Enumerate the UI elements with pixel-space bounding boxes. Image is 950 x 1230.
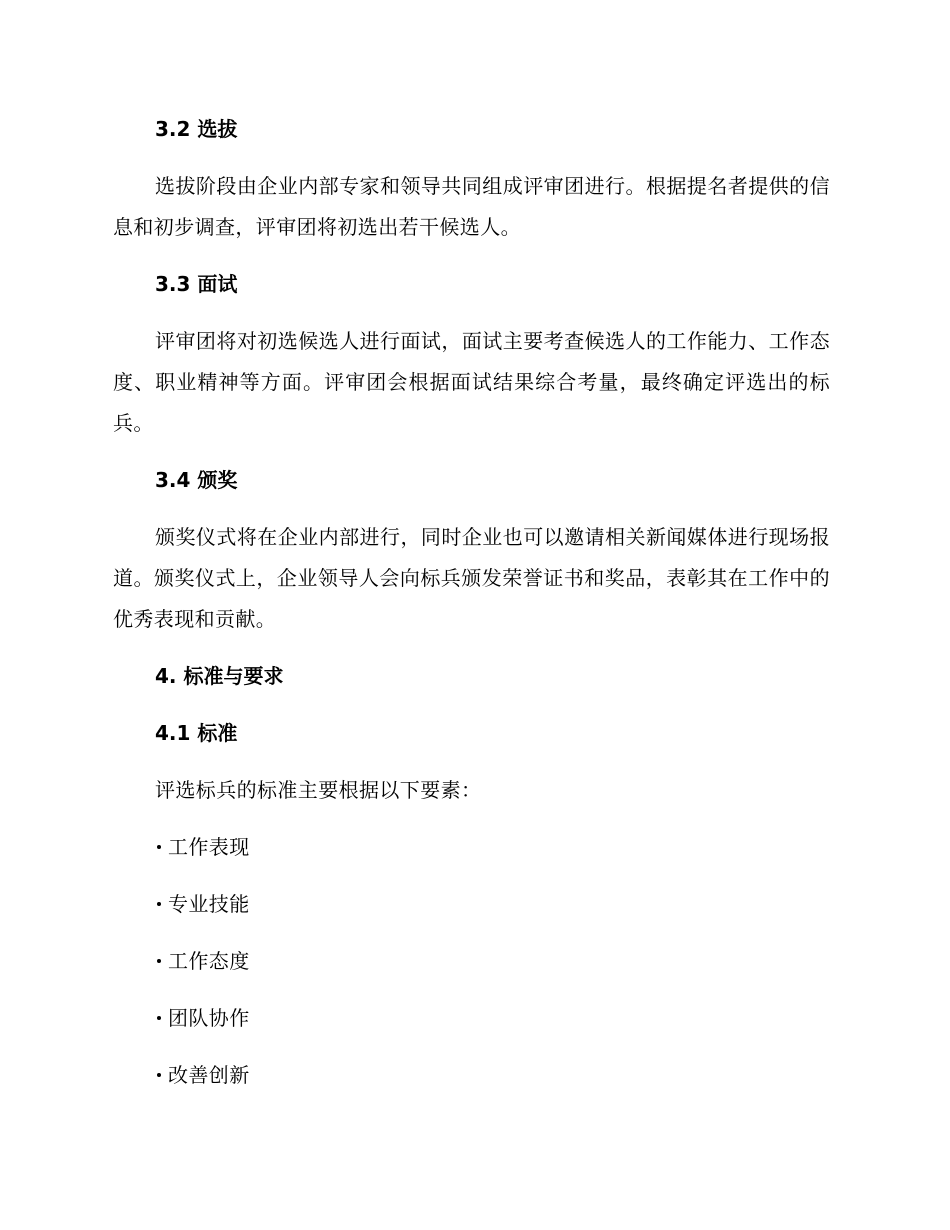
list-item — [113, 998, 830, 1038]
list-item-label: 团队协作 — [168, 1006, 250, 1030]
list-item — [113, 1055, 830, 1095]
section-heading-4: 4. 标准与要求 — [155, 664, 284, 688]
bullet-icon — [157, 1073, 161, 1077]
list-item-label: 工作表现 — [168, 835, 250, 859]
section-heading-3-4: 3.4 颁奖 — [155, 468, 238, 492]
document-content — [113, 109, 830, 1095]
bullet-icon — [157, 845, 161, 849]
list-item — [113, 827, 830, 867]
bullet-icon — [157, 902, 161, 906]
section-paragraph-3-2: 选拔阶段由企业内部专家和领导共同组成评审团进行。根据提名者提供的信息和初步调查，评审团将初选出若干候选人。 — [113, 174, 830, 239]
section-heading-3-2: 3.2 选拔 — [155, 117, 238, 141]
criteria-intro: 评选标兵的标准主要根据以下要素： — [155, 778, 482, 802]
section-heading-4-1: 4.1 标准 — [155, 721, 238, 745]
bullet-icon — [157, 959, 161, 963]
list-item — [113, 941, 830, 981]
criteria-list — [113, 827, 830, 1095]
section-heading-3-3: 3.3 面试 — [155, 272, 238, 296]
list-item-label: 工作态度 — [168, 949, 250, 973]
bullet-icon — [157, 1016, 161, 1020]
list-item-label: 专业技能 — [168, 892, 250, 916]
list-item-label: 改善创新 — [168, 1063, 250, 1087]
list-item — [113, 884, 830, 924]
section-paragraph-3-4: 颁奖仪式将在企业内部进行，同时企业也可以邀请相关新闻媒体进行现场报道。颁奖仪式上，企业领导人会向标兵颁发荣誉证书和奖品，表彰其在工作中的优秀表现和贡献。 — [113, 525, 830, 631]
section-paragraph-3-3: 评审团将对初选候选人进行面试，面试主要考查候选人的工作能力、工作态度、职业精神等方面。评审团会根据面试结果综合考量，最终确定评选出的标兵。 — [113, 329, 830, 435]
